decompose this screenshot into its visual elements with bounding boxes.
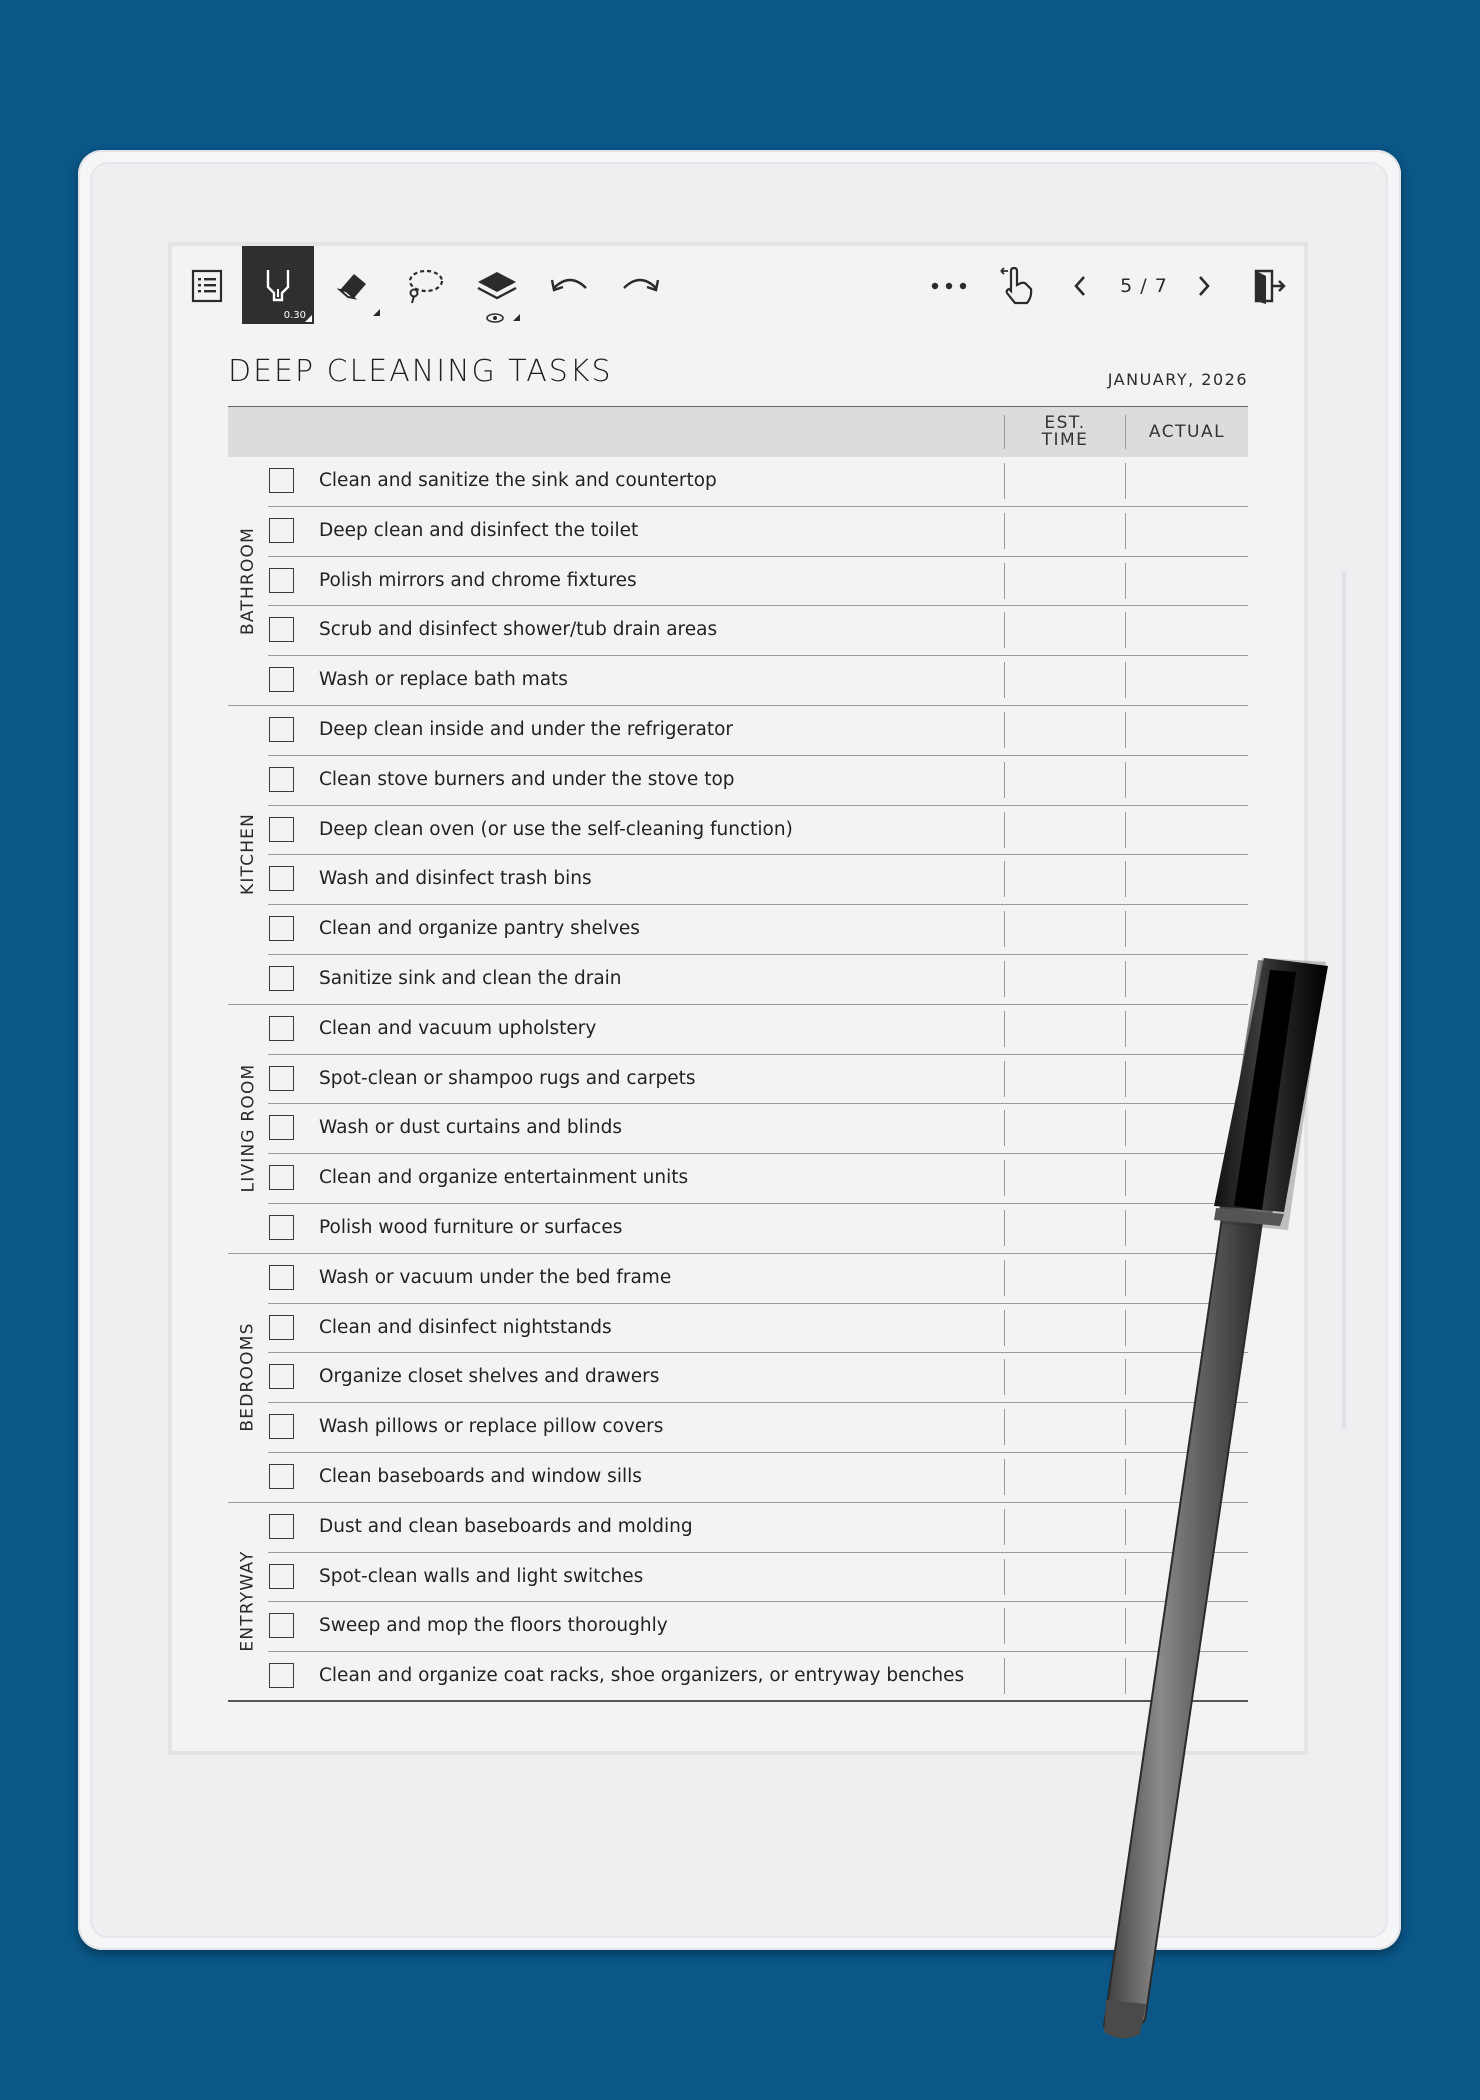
est-time-cell[interactable] — [1004, 662, 1005, 698]
table-row — [228, 656, 1248, 706]
page-indicator: 5 / 7 — [1120, 275, 1168, 297]
toolbar — [172, 246, 1304, 326]
est-time-cell[interactable] — [1004, 1509, 1005, 1545]
task-label: Clean and vacuum upholstery — [319, 1017, 597, 1039]
est-time-cell[interactable] — [1004, 712, 1005, 748]
table-row — [228, 1503, 1248, 1553]
actual-time-cell[interactable] — [1125, 762, 1126, 798]
est-time-cell[interactable] — [1004, 1160, 1005, 1196]
actual-time-cell[interactable] — [1125, 1509, 1126, 1545]
actual-time-cell[interactable] — [1125, 1011, 1126, 1047]
layers-icon[interactable] — [464, 246, 530, 326]
actual-time-cell[interactable] — [1125, 1409, 1126, 1445]
table-row — [228, 955, 1248, 1005]
undo-icon[interactable] — [540, 246, 600, 326]
est-time-cell[interactable] — [1004, 762, 1005, 798]
actual-time-cell[interactable] — [1125, 612, 1126, 648]
table-row — [228, 756, 1248, 806]
table-row — [228, 905, 1248, 955]
task-checkbox[interactable] — [269, 1016, 294, 1041]
actual-time-cell[interactable] — [1125, 961, 1126, 997]
est-time-cell[interactable] — [1004, 911, 1005, 947]
task-checkbox[interactable] — [269, 1265, 294, 1290]
actual-time-cell[interactable] — [1125, 861, 1126, 897]
est-time-cell[interactable] — [1004, 1559, 1005, 1595]
table-row — [228, 1553, 1248, 1603]
task-label: Clean and organize coat racks, shoe organizers, or entryway benches — [319, 1665, 965, 1687]
table-body — [228, 457, 1248, 1702]
header-est-time-line2: TIME — [1041, 430, 1089, 450]
actual-time-cell[interactable] — [1125, 1608, 1126, 1644]
page-title: DEEP CLEANING TASKS — [228, 354, 613, 389]
est-time-cell[interactable] — [1004, 861, 1005, 897]
table-row — [228, 1055, 1248, 1105]
est-time-cell[interactable] — [1004, 1608, 1005, 1644]
lasso-icon[interactable] — [394, 246, 454, 326]
task-label: Wash and disinfect trash bins — [319, 868, 592, 890]
task-checkbox[interactable] — [269, 966, 294, 991]
table-header — [228, 406, 1248, 457]
actual-time-cell[interactable] — [1125, 1210, 1126, 1246]
actual-time-cell[interactable] — [1125, 911, 1126, 947]
table-row — [228, 1005, 1248, 1055]
task-label: Deep clean oven (or use the self-cleaning function) — [319, 818, 793, 840]
task-label: Dust and clean baseboards and molding — [319, 1515, 693, 1537]
task-checkbox[interactable] — [269, 568, 294, 593]
task-checkbox[interactable] — [269, 817, 294, 842]
est-time-cell[interactable] — [1004, 463, 1005, 499]
task-label: Organize closet shelves and drawers — [319, 1366, 660, 1388]
task-label: Wash or vacuum under the bed frame — [319, 1266, 672, 1288]
table-row — [228, 1353, 1248, 1403]
task-label: Clean and disinfect nightstands — [319, 1316, 612, 1338]
table-row — [228, 1254, 1248, 1304]
task-label: Polish wood furniture or surfaces — [319, 1216, 623, 1238]
table-row — [228, 706, 1248, 756]
task-label: Wash or dust curtains and blinds — [319, 1117, 623, 1139]
screen — [172, 246, 1304, 1751]
est-time-cell[interactable] — [1004, 812, 1005, 848]
table-row — [228, 855, 1248, 905]
group-label-kitchen — [234, 705, 262, 1004]
task-checkbox[interactable] — [269, 1464, 294, 1489]
actual-time-cell[interactable] — [1125, 812, 1126, 848]
est-time-cell[interactable] — [1004, 513, 1005, 549]
task-checkbox[interactable] — [269, 1414, 294, 1439]
more-icon[interactable] — [924, 246, 974, 326]
task-label: Spot-clean walls and light switches — [319, 1565, 644, 1587]
header-est-time-line1: EST. — [1044, 413, 1086, 433]
est-time-cell[interactable] — [1004, 1310, 1005, 1346]
task-label: Clean stove burners and under the stove top — [319, 768, 735, 790]
task-label: Clean and sanitize the sink and countertop — [319, 470, 717, 491]
actual-time-cell[interactable] — [1125, 1459, 1126, 1495]
task-label: Deep clean inside and under the refrigerator — [319, 718, 733, 740]
task-label: Spot-clean or shampoo rugs and carpets — [319, 1067, 696, 1089]
pen-size-label: 0.30 — [283, 310, 306, 321]
row-divider — [228, 1700, 1248, 1702]
est-time-cell[interactable] — [1004, 1260, 1005, 1296]
layers-options-indicator — [513, 314, 520, 321]
task-label: Deep clean and disinfect the toilet — [319, 519, 639, 541]
task-checkbox[interactable] — [269, 1364, 294, 1389]
est-time-cell[interactable] — [1004, 612, 1005, 648]
task-checkbox[interactable] — [269, 1663, 294, 1688]
task-checkbox[interactable] — [269, 717, 294, 742]
redo-icon[interactable] — [610, 246, 670, 326]
task-checkbox[interactable] — [269, 866, 294, 891]
pen-options-indicator — [305, 315, 312, 322]
actual-time-cell[interactable] — [1125, 1658, 1126, 1694]
exit-icon[interactable] — [1244, 246, 1294, 326]
table-row — [228, 1403, 1248, 1453]
task-table — [228, 406, 1248, 1702]
group-label-bedrooms — [234, 1253, 262, 1502]
visibility-eye-icon — [486, 313, 504, 323]
table-row — [228, 606, 1248, 656]
est-time-cell[interactable] — [1004, 1459, 1005, 1495]
est-time-cell[interactable] — [1004, 1409, 1005, 1445]
group-label-text: KITCHEN — [238, 813, 258, 896]
table-row — [228, 806, 1248, 856]
header-est-time — [1005, 407, 1125, 457]
actual-time-cell[interactable] — [1125, 1359, 1126, 1395]
table-row — [228, 1204, 1248, 1254]
actual-time-cell[interactable] — [1125, 463, 1126, 499]
task-label: Clean baseboards and window sills — [319, 1465, 642, 1487]
eraser-icon[interactable] — [322, 246, 382, 326]
table-row — [228, 507, 1248, 557]
task-checkbox[interactable] — [269, 1165, 294, 1190]
device-side-groove — [1342, 570, 1346, 1430]
actual-time-cell[interactable] — [1125, 662, 1126, 698]
task-checkbox[interactable] — [269, 1115, 294, 1140]
next-page-icon[interactable] — [1186, 246, 1222, 326]
est-time-cell[interactable] — [1004, 1359, 1005, 1395]
actual-time-cell[interactable] — [1125, 712, 1126, 748]
actual-time-cell[interactable] — [1125, 1310, 1126, 1346]
task-label: Clean and organize entertainment units — [319, 1167, 689, 1189]
task-checkbox[interactable] — [269, 1514, 294, 1539]
group-label-living-room — [234, 1004, 262, 1253]
task-checkbox[interactable] — [269, 1066, 294, 1091]
actual-time-cell[interactable] — [1125, 1260, 1126, 1296]
table-row — [228, 1602, 1248, 1652]
eraser-options-indicator — [373, 309, 380, 316]
est-time-cell[interactable] — [1004, 563, 1005, 599]
group-label-entryway — [234, 1502, 262, 1701]
task-checkbox[interactable] — [269, 767, 294, 792]
table-row — [228, 1154, 1248, 1204]
task-checkbox[interactable] — [269, 518, 294, 543]
actual-time-cell[interactable] — [1125, 563, 1126, 599]
est-time-cell[interactable] — [1004, 961, 1005, 997]
actual-time-cell[interactable] — [1125, 1110, 1126, 1146]
table-row — [228, 1453, 1248, 1503]
est-time-cell[interactable] — [1004, 1110, 1005, 1146]
actual-time-cell[interactable] — [1125, 1559, 1126, 1595]
task-checkbox[interactable] — [269, 916, 294, 941]
task-checkbox[interactable] — [269, 617, 294, 642]
page-date: JANUARY, 2026 — [1107, 370, 1248, 389]
actual-time-cell[interactable] — [1125, 1061, 1126, 1097]
task-label: Clean and organize pantry shelves — [319, 918, 640, 940]
pen-tool-button[interactable] — [242, 246, 314, 324]
task-label: Wash pillows or replace pillow covers — [319, 1416, 664, 1438]
actual-time-cell[interactable] — [1125, 1160, 1126, 1196]
actual-time-cell[interactable] — [1125, 513, 1126, 549]
group-label-text: BATHROOM — [238, 526, 259, 635]
task-checkbox[interactable] — [269, 1315, 294, 1340]
est-time-cell[interactable] — [1004, 1011, 1005, 1047]
touch-icon[interactable] — [992, 246, 1042, 326]
group-label-bathroom — [234, 456, 262, 705]
task-checkbox[interactable] — [269, 1215, 294, 1240]
est-time-cell[interactable] — [1004, 1061, 1005, 1097]
task-label: Polish mirrors and chrome fixtures — [319, 569, 637, 591]
task-label: Scrub and disinfect shower/tub drain areas — [319, 619, 718, 641]
task-checkbox[interactable] — [269, 468, 294, 493]
header-actual: ACTUAL — [1148, 421, 1226, 442]
table-row — [228, 1652, 1248, 1702]
pen-icon — [263, 267, 293, 303]
group-label-text: ENTRYWAY — [238, 1550, 258, 1652]
task-checkbox[interactable] — [269, 1613, 294, 1638]
table-row — [228, 457, 1248, 507]
est-time-cell[interactable] — [1004, 1210, 1005, 1246]
table-row — [228, 557, 1248, 607]
task-label: Wash or replace bath mats — [319, 669, 568, 691]
list-icon[interactable] — [182, 246, 232, 326]
prev-page-icon[interactable] — [1062, 246, 1098, 326]
task-label: Sweep and mop the floors thoroughly — [319, 1615, 668, 1637]
task-checkbox[interactable] — [269, 1564, 294, 1589]
table-row — [228, 1104, 1248, 1154]
table-row — [228, 1304, 1248, 1354]
task-checkbox[interactable] — [269, 667, 294, 692]
group-label-text: BEDROOMS — [238, 1322, 259, 1432]
group-label-text: LIVING ROOM — [238, 1063, 258, 1193]
task-label: Sanitize sink and clean the drain — [319, 967, 622, 989]
est-time-cell[interactable] — [1004, 1658, 1005, 1694]
